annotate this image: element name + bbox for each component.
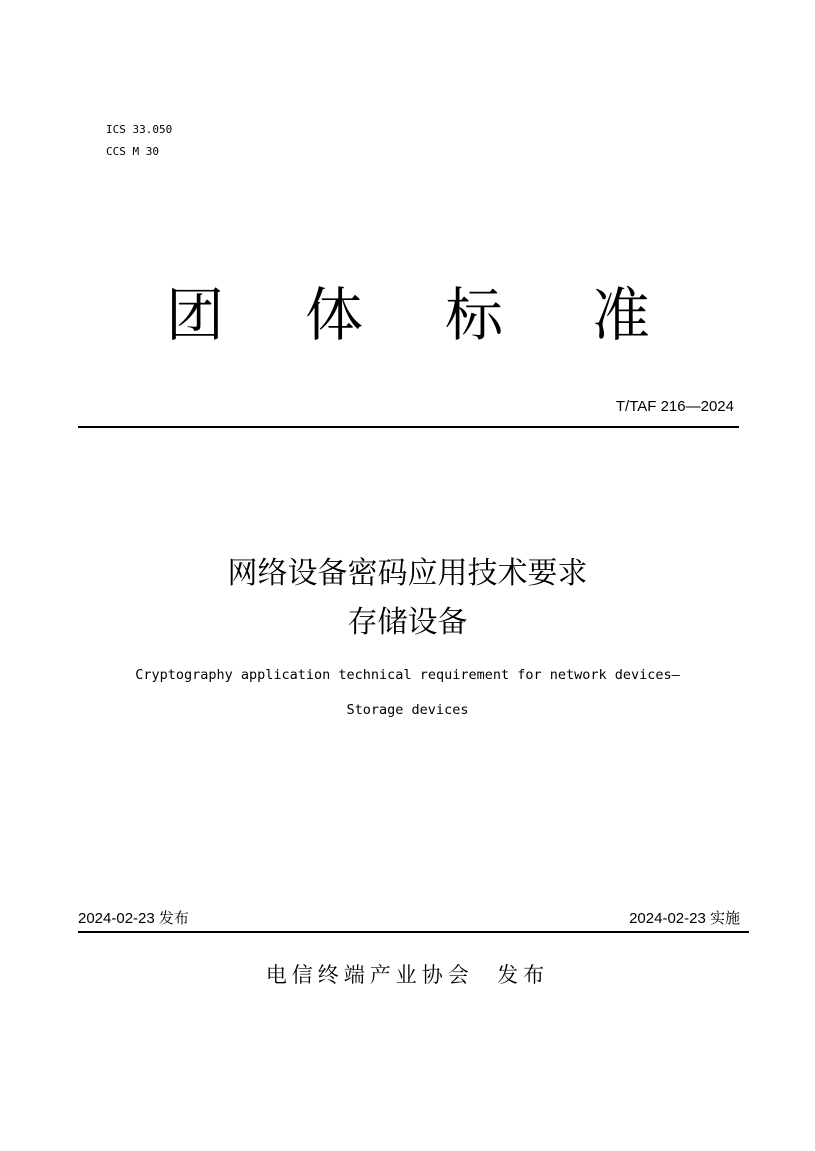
standard-type-char: 准 (591, 281, 650, 349)
header-divider (78, 426, 739, 428)
standard-type-char: 体 (304, 281, 363, 349)
implementation-date: 2024-02-23 实施 (629, 910, 740, 927)
standard-type-char: 标 (444, 281, 503, 349)
standard-number: T/TAF 216—2024 (615, 398, 734, 415)
issue-date: 2024-02-23 发布 (78, 910, 189, 927)
title-cn-line-1: 网络设备密码应用技术要求 (227, 556, 588, 591)
title-cn-line-2: 存储设备 (347, 605, 468, 640)
title-en-line-1: Cryptography application technical requirement for network devices— (135, 667, 680, 683)
footer-divider (78, 931, 749, 933)
standard-type-char: 团 (165, 281, 224, 349)
publisher: 电信终端产业协会 发布 (265, 963, 550, 987)
ics-code: ICS 33.050 (106, 123, 173, 136)
title-en-line-2: Storage devices (346, 702, 469, 718)
ccs-code: CCS M 30 (106, 145, 159, 158)
